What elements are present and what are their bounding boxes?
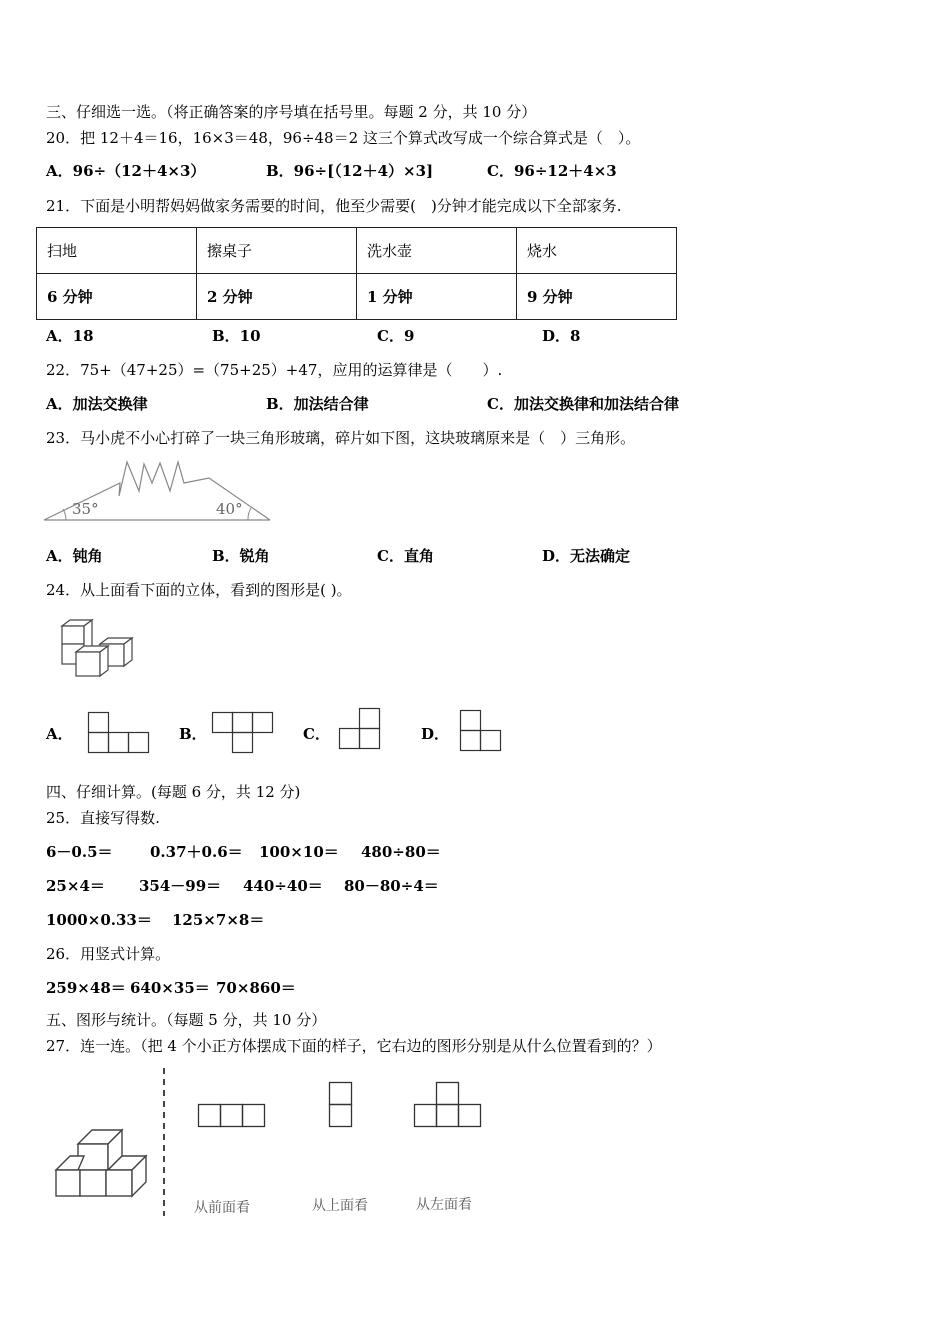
calc-item: 0.37＋0.6＝ (150, 843, 243, 861)
calc-item: 80－80÷4＝ (344, 877, 439, 895)
q21-stem: 21．下面是小明帮妈妈做家务需要的时间，他至少需要( )分钟才能完成以下全部家务. (46, 197, 622, 215)
q22-stem: 22．75+（47+25）=（75+25）+47，应用的运算律是（ ）. (46, 361, 503, 379)
chores-table (36, 227, 677, 320)
calc-item: 125×7×8＝ (172, 911, 265, 929)
q21-option-a: A．18 (46, 327, 94, 345)
q23-option-d: D．无法确定 (542, 547, 631, 565)
q25-stem: 25．直接写得数. (46, 809, 160, 827)
q24-option-c-shape (339, 708, 385, 754)
q24-option-c: C． (303, 725, 330, 743)
q26-stem: 26．用竖式计算。 (46, 945, 171, 963)
q22-option-a: A．加法交换律 (46, 395, 148, 413)
calc-item: 100×10＝ (259, 843, 339, 861)
view-label-front: 从前面看 (194, 1200, 250, 1216)
task-cell: 扫地 (37, 228, 197, 274)
view-shape-column-of-two (329, 1082, 353, 1128)
time-cell: 1 分钟 (357, 274, 517, 320)
dashed-divider (160, 1068, 168, 1216)
q22-option-b: B．加法结合律 (266, 395, 369, 413)
task-cell: 擦桌子 (197, 228, 357, 274)
q24-stem: 24．从上面看下面的立体，看到的图形是( )。 (46, 581, 352, 599)
q27-cubes-figure (52, 1124, 152, 1200)
q20-option-a: A．96÷（12＋4×3） (46, 162, 206, 180)
calc-item: 6－0.5＝ (46, 843, 113, 861)
view-labels (190, 1194, 510, 1218)
q20-stem: 20．把 12＋4＝16，16×3＝48，96÷48＝2 这三个算式改写成一个综合算式是（ ）。 (46, 129, 641, 147)
calc-item: 1000×0.33＝ (46, 911, 152, 929)
section4-title: 四、仔细计算。(每题 6 分，共 12 分) (46, 783, 301, 801)
vertical-calc-item: 70×860＝ (216, 979, 296, 997)
vertical-calc-item: 259×48＝ (46, 979, 126, 997)
q24-option-a-shape (88, 712, 154, 756)
q24-option-b: B． (179, 725, 207, 743)
q23-stem: 23．马小虎不小心打碎了一块三角形玻璃，碎片如下图，这块玻璃原来是（ ）三角形。 (46, 429, 636, 447)
calc-item: 480÷80＝ (361, 843, 441, 861)
q22-option-c: C．加法交换律和加法结合律 (487, 395, 679, 413)
q20-option-c: C．96÷12＋4×3 (487, 162, 617, 180)
angle-40-label: 40° (216, 500, 243, 518)
vertical-calc-item: 640×35＝ (130, 979, 210, 997)
q23-option-a: A．钝角 (46, 547, 103, 565)
q24-option-d: D． (421, 725, 450, 743)
section5-title: 五、图形与统计。（每题 5 分，共 10 分） (46, 1011, 327, 1029)
table-row (37, 274, 677, 320)
solid-cubes-figure (60, 618, 136, 680)
q23-option-c: C．直角 (377, 547, 434, 565)
section3-title: 三、仔细选一选。（将正确答案的序号填在括号里。每题 2 分，共 10 分） (46, 103, 537, 121)
q27-stem: 27．连一连。（把 4 个小正方体摆成下面的样子，它右边的图形分别是从什么位置看到的？） (46, 1037, 662, 1055)
q24-option-b-shape (212, 712, 278, 758)
q21-option-c: C．9 (377, 327, 415, 345)
time-cell: 9 分钟 (517, 274, 677, 320)
view-label-left: 从左面看 (416, 1197, 472, 1213)
table-row (37, 228, 677, 274)
q24-option-d-shape (460, 710, 506, 756)
calc-item: 354－99＝ (139, 877, 222, 895)
view-shape-row-of-three (198, 1104, 266, 1128)
q24-option-a: A． (46, 725, 73, 743)
task-cell: 烧水 (517, 228, 677, 274)
q23-option-b: B．锐角 (212, 547, 270, 565)
q20-option-b: B．96÷[（12＋4）×3] (266, 162, 434, 180)
time-cell: 2 分钟 (197, 274, 357, 320)
task-cell: 洗水壶 (357, 228, 517, 274)
broken-glass-figure (44, 458, 274, 524)
view-shape-t-shape (414, 1082, 482, 1128)
time-cell: 6 分钟 (37, 274, 197, 320)
calc-item: 25×4＝ (46, 877, 105, 895)
view-label-top: 从上面看 (312, 1198, 368, 1214)
angle-35-label: 35° (72, 500, 99, 518)
q21-option-b: B．10 (212, 327, 261, 345)
q21-option-d: D．8 (542, 327, 581, 345)
calc-item: 440÷40＝ (243, 877, 323, 895)
